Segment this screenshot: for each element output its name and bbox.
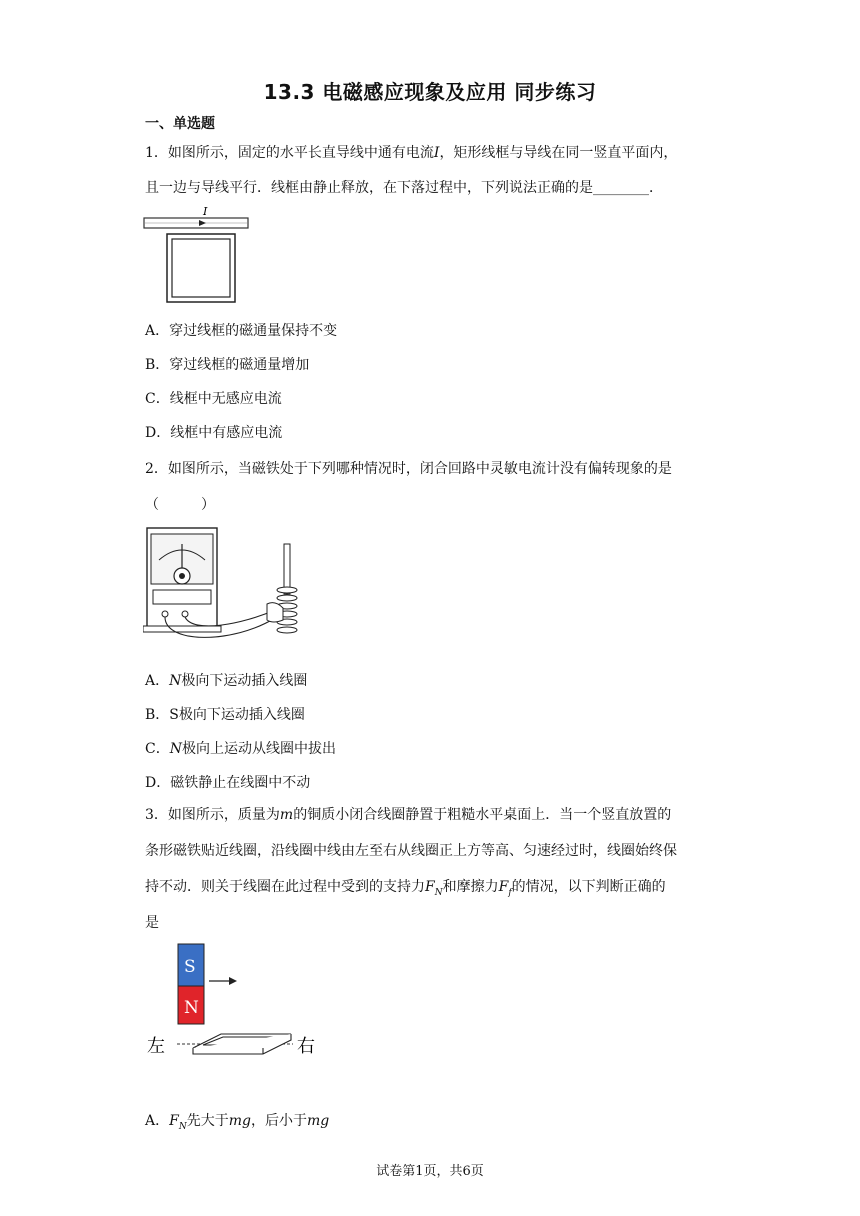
q2-figure-galvanometer (143, 524, 313, 650)
q2-option-a (145, 670, 307, 690)
q2-option-b: B．S极向下运动插入线圈 (145, 707, 305, 723)
q1-figure-wire-frame (143, 204, 249, 308)
q3-option-a-text2: ，后小于 (250, 1113, 307, 1129)
q2-option-a-prefix: A． (145, 673, 170, 689)
q1-text-a: 1．如图所示，固定的水平长直导线中通有电流 (145, 145, 434, 161)
coil-loop (193, 1034, 291, 1054)
q3-option-a-var3: mg (306, 1113, 330, 1129)
south-label: S (184, 957, 196, 977)
page-footer: 试卷第1页，共6页 (376, 1164, 484, 1179)
q3-text-1b: 的铜质小闭合线圈静置于粗糙水平桌面上．当一个竖直放置的 (293, 807, 672, 823)
q3-line-4: 是 (145, 915, 159, 931)
q2-option-c-prefix: C． (145, 741, 170, 757)
section-heading: 一、单选题 (145, 116, 215, 132)
q2-option-a-text: 极向下运动插入线圈 (181, 673, 308, 689)
q1-option-b: B．穿过线框的磁通量增加 (145, 357, 310, 373)
q3-text-3b: 和摩擦力 (442, 879, 499, 895)
left-label: 左 (147, 1036, 165, 1057)
q2-option-d: D．磁铁静止在线圈中不动 (145, 775, 311, 791)
q2-option-a-var: N (169, 673, 182, 689)
q3-sub-n: N (434, 887, 443, 898)
q2-option-c-text: 极向上运动从线圈中拔出 (181, 741, 336, 757)
hand (267, 603, 283, 622)
q3-sub-f: f (508, 887, 512, 898)
q3-option-a-prefix: A． (145, 1113, 170, 1129)
page-title: 13.3 电磁感应现象及应用 同步练习 (263, 80, 597, 104)
q3-text-3c: 的情况，以下判断正确的 (511, 879, 666, 895)
q1-line-1 (145, 142, 677, 162)
right-label: 右 (297, 1036, 315, 1057)
q3-line-1 (145, 804, 671, 824)
q3-option-a (145, 1110, 329, 1132)
q3-line-2: 条形磁铁贴近线圈，沿线圈中线由左至右从线圈正上方等高、匀速经过时，线圈始终保 (145, 843, 677, 859)
q3-var-fn: F (425, 879, 435, 895)
q1-option-a: A．穿过线框的磁通量保持不变 (145, 323, 338, 339)
q1-text-b: ，矩形线框与导线在同一竖直平面内， (439, 145, 678, 161)
q2-option-c (145, 738, 336, 758)
q1-var-i: I (433, 145, 440, 161)
q3-option-a-text1: 先大于 (186, 1113, 229, 1129)
q1-option-c: C．线框中无感应电流 (145, 391, 282, 407)
q2-option-c-var: N (169, 741, 182, 757)
q3-text-1a: 3．如图所示，质量为 (145, 807, 280, 823)
q3-option-a-var2: mg (228, 1113, 251, 1129)
q1-line-2: 且一边与导线平行．线框由静止释放，在下落过程中，下列说法正确的是________． (145, 180, 663, 196)
q3-var-m: m (279, 807, 294, 823)
q3-option-a-sub: N (178, 1121, 187, 1132)
motion-arrow-head (229, 977, 237, 985)
q2-line-1: 2．如图所示，当磁铁处于下列哪种情况时，闭合回路中灵敏电流计没有偏转现象的是 (145, 461, 672, 477)
q3-text-3a: 持不动．则关于线圈在此过程中受到的支持力 (145, 879, 425, 895)
q1-option-d: D．线框中有感应电流 (145, 425, 283, 441)
q2-line-2: （ ） (145, 497, 215, 513)
q3-line-3 (145, 876, 666, 898)
rectangular-frame-outer (167, 234, 235, 302)
q3-option-a-var1: F (169, 1113, 179, 1129)
q3-figure-magnet-coil (143, 938, 323, 1060)
q3-var-ff: F (498, 879, 509, 895)
current-label: I (203, 205, 208, 218)
north-label: N (184, 998, 199, 1018)
